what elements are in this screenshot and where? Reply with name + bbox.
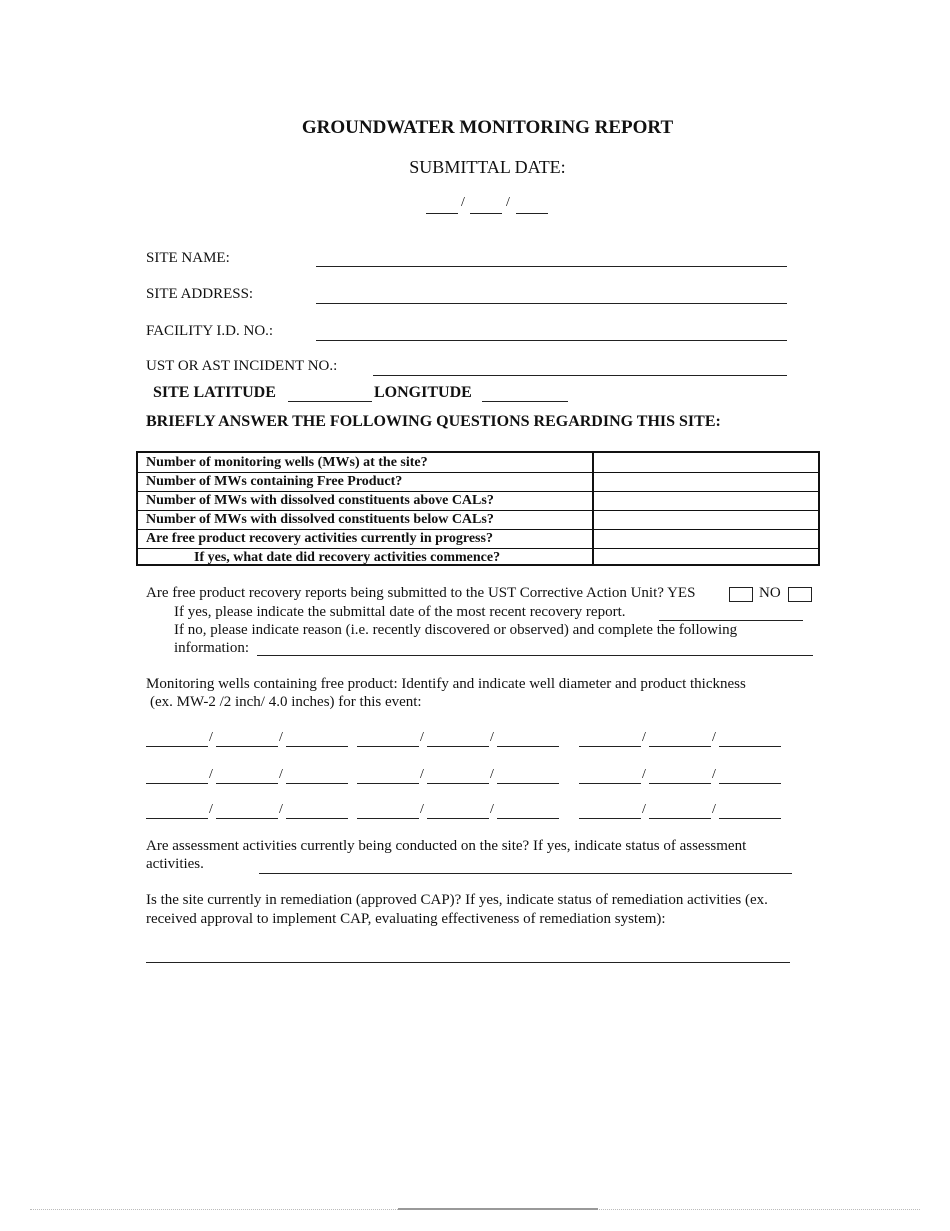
well-entry-group[interactable] <box>146 730 348 748</box>
recovery-reports-question: Are free product recovery reports being submitted to the UST Corrective Action Unit? YES <box>146 585 696 601</box>
slash-separator: / <box>420 802 424 817</box>
slash-separator: / <box>209 730 213 745</box>
remediation-example: received approval to implement CAP, evaluating effectiveness of remediation system): <box>146 911 666 927</box>
table-row <box>138 548 818 567</box>
table-row <box>138 453 818 472</box>
site-name-field[interactable] <box>316 266 787 267</box>
question-text: Number of MWs with dissolved constituents below CALs? <box>146 512 494 527</box>
latitude-field[interactable] <box>288 401 372 402</box>
well-entry-blank[interactable] <box>427 783 489 784</box>
slash-separator: / <box>642 802 646 817</box>
slash-separator: / <box>420 730 424 745</box>
well-entry-group[interactable] <box>357 730 559 748</box>
slash-separator: / <box>209 767 213 782</box>
well-entry-blank[interactable] <box>146 783 208 784</box>
assessment-activities-label: activities. <box>146 856 204 872</box>
assessment-status-field[interactable] <box>259 873 792 874</box>
table-row <box>138 472 818 491</box>
information-field[interactable] <box>257 655 813 656</box>
well-entry-blank[interactable] <box>286 783 348 784</box>
well-entry-blank[interactable] <box>146 818 208 819</box>
site-name-label: SITE NAME: <box>146 250 230 266</box>
answer-field[interactable] <box>594 548 818 567</box>
answer-field[interactable] <box>594 529 818 548</box>
table-row <box>138 529 818 548</box>
well-entry-blank[interactable] <box>216 818 278 819</box>
information-label: information: <box>174 640 249 656</box>
if-no-instruction: If no, please indicate reason (i.e. recently discovered or observed) and complete the following <box>174 622 738 638</box>
facility-id-label: FACILITY I.D. NO.: <box>146 323 274 339</box>
recent-report-date-field[interactable] <box>659 620 803 621</box>
well-entry-blank[interactable] <box>286 746 348 747</box>
answer-field[interactable] <box>594 491 818 510</box>
well-entry-group[interactable] <box>579 730 781 748</box>
well-entry-blank[interactable] <box>719 746 781 747</box>
yes-checkbox[interactable] <box>729 587 753 602</box>
well-entry-group[interactable] <box>579 767 781 785</box>
if-yes-instruction: If yes, please indicate the submittal date of the most recent recovery report. <box>174 604 626 620</box>
well-entry-blank[interactable] <box>579 818 641 819</box>
monitoring-wells-example: (ex. MW-2 /2 inch/ 4.0 inches) for this event: <box>150 694 422 710</box>
well-entry-group[interactable] <box>357 802 559 820</box>
slash-separator: / <box>642 767 646 782</box>
well-entry-group[interactable] <box>579 802 781 820</box>
well-entry-blank[interactable] <box>357 783 419 784</box>
slash-separator: / <box>490 802 494 817</box>
well-entry-blank[interactable] <box>427 746 489 747</box>
question-text: Number of MWs with dissolved constituents above CALs? <box>146 493 494 508</box>
well-entry-blank[interactable] <box>719 818 781 819</box>
questions-table <box>136 451 820 566</box>
well-entry-blank[interactable] <box>497 818 559 819</box>
well-entry-blank[interactable] <box>427 818 489 819</box>
slash-separator: / <box>642 730 646 745</box>
question-text: If yes, what date did recovery activities commence? <box>194 550 501 565</box>
well-entry-blank[interactable] <box>146 746 208 747</box>
well-entry-blank[interactable] <box>649 818 711 819</box>
assessment-question: Are assessment activities currently being conducted on the site? If yes, indicate status of assessment <box>146 838 747 854</box>
incident-no-label: UST OR AST INCIDENT NO.: <box>146 358 338 374</box>
incident-no-field[interactable] <box>373 375 787 376</box>
question-text: Number of MWs containing Free Product? <box>146 474 403 489</box>
slash-separator: / <box>209 802 213 817</box>
well-entry-blank[interactable] <box>649 783 711 784</box>
well-entry-blank[interactable] <box>497 783 559 784</box>
report-title: GROUNDWATER MONITORING REPORT <box>301 117 674 138</box>
well-entry-blank[interactable] <box>286 818 348 819</box>
longitude-label: LONGITUDE <box>374 384 472 401</box>
slash-separator: / <box>279 802 283 817</box>
slash-separator: / <box>712 730 716 745</box>
well-entry-blank[interactable] <box>216 746 278 747</box>
questions-heading: BRIEFLY ANSWER THE FOLLOWING QUESTIONS REGARDING THIS SITE: <box>146 413 721 430</box>
longitude-field[interactable] <box>482 401 568 402</box>
no-label: NO <box>759 585 781 601</box>
table-row <box>138 491 818 510</box>
scan-artifact-mark <box>398 1208 598 1210</box>
slash-separator: / <box>712 767 716 782</box>
no-checkbox[interactable] <box>788 587 812 602</box>
facility-id-field[interactable] <box>316 340 787 341</box>
well-entry-blank[interactable] <box>579 783 641 784</box>
question-text: Number of monitoring wells (MWs) at the site? <box>146 455 428 470</box>
well-entry-blank[interactable] <box>497 746 559 747</box>
well-entry-blank[interactable] <box>579 746 641 747</box>
submittal-date-label: SUBMITTAL DATE: <box>409 157 566 177</box>
slash-separator: / <box>279 730 283 745</box>
slash-separator: / <box>279 767 283 782</box>
remediation-question: Is the site currently in remediation (approved CAP)? If yes, indicate status of remediation activities (ex. <box>146 892 768 908</box>
table-row <box>138 510 818 529</box>
slash-separator: / <box>420 767 424 782</box>
slash-separator: / <box>490 730 494 745</box>
latitude-label: SITE LATITUDE <box>153 384 276 401</box>
slash-separator: / <box>490 767 494 782</box>
well-entry-blank[interactable] <box>216 783 278 784</box>
well-entry-blank[interactable] <box>357 746 419 747</box>
well-entry-group[interactable] <box>146 802 348 820</box>
answer-field[interactable] <box>594 510 818 529</box>
answer-field[interactable] <box>594 453 818 472</box>
well-entry-blank[interactable] <box>719 783 781 784</box>
well-entry-group[interactable] <box>357 767 559 785</box>
well-entry-blank[interactable] <box>357 818 419 819</box>
monitoring-wells-instruction: Monitoring wells containing free product: Identify and indicate well diameter and product thickness <box>146 676 746 692</box>
well-entry-group[interactable] <box>146 767 348 785</box>
site-address-field[interactable] <box>316 303 787 304</box>
site-address-label: SITE ADDRESS: <box>146 286 254 302</box>
slash-separator: / <box>712 802 716 817</box>
remediation-status-field[interactable] <box>146 962 790 963</box>
answer-field[interactable] <box>594 472 818 491</box>
well-entry-blank[interactable] <box>649 746 711 747</box>
question-text: Are free product recovery activities currently in progress? <box>146 531 493 546</box>
